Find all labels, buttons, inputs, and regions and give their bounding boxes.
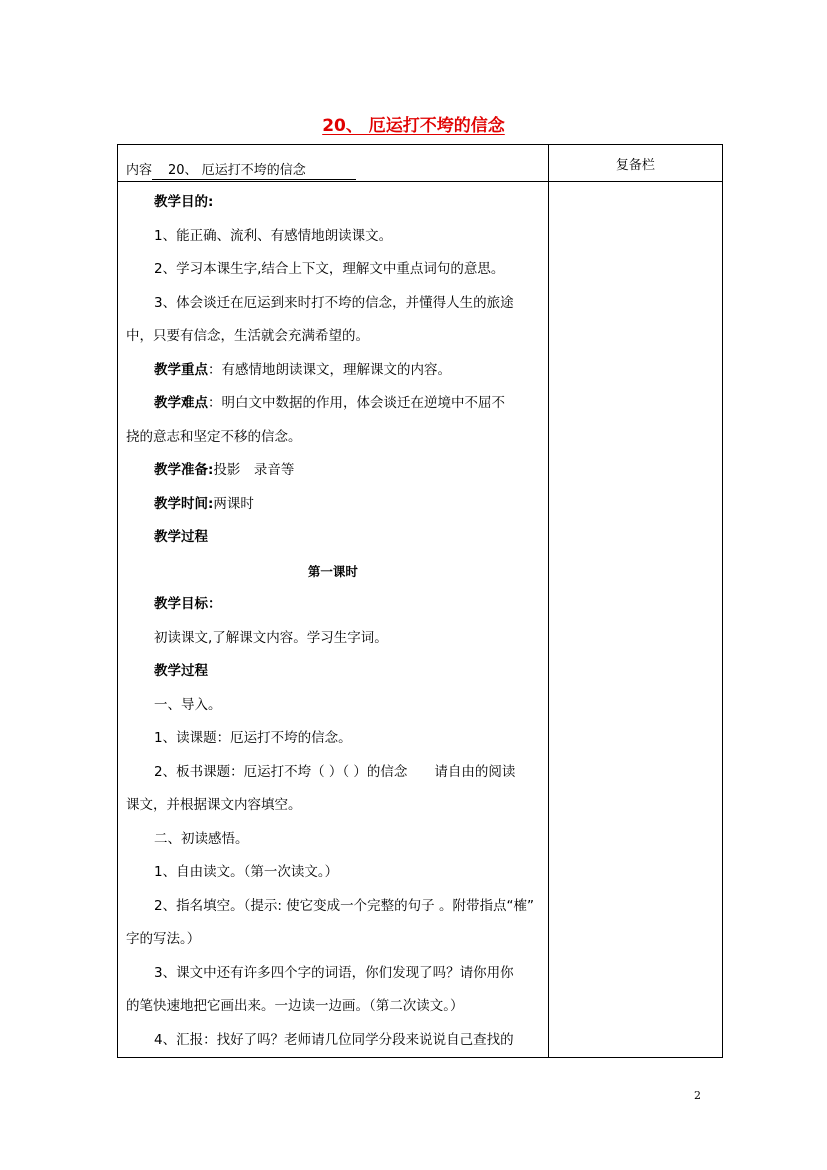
page-number: 2: [694, 1089, 701, 1102]
line-text: 3、体会谈迁在厄运到来时打不垮的信念，并懂得人生的旅途: [154, 294, 514, 311]
line-text: ：明白文中数据的作用，体会谈迁在逆境中不屈不: [208, 395, 505, 411]
line-text: 投影 录音等: [213, 462, 295, 478]
line-text: 字的写法。）: [126, 931, 201, 947]
content-header-cell: [118, 145, 549, 182]
text-line: [126, 890, 540, 924]
line-heading: 教学时间:: [154, 495, 214, 512]
content-value: 20、 厄运打不垮的信念: [152, 163, 356, 180]
lesson-table: [117, 144, 723, 1058]
text-line: [126, 488, 540, 522]
line-text: 3、课文中还有许多四个字的词语，你们发现了吗？请你用你: [154, 964, 514, 981]
line-text: 初读课文,了解课文内容。学习生字词。: [154, 629, 388, 646]
line-text: 课文，并根据课文内容填空。: [126, 797, 302, 813]
line-text: 中，只要有信念，生活就会充满希望的。: [126, 328, 369, 344]
line-text: 的笔快速地把它画出来。一边读一边画。（第二次读文。）: [126, 998, 464, 1014]
title-text: 20、 厄运打不垮的信念: [322, 116, 505, 136]
text-line: [126, 253, 540, 287]
line-heading: 教学重点: [154, 361, 208, 378]
text-line: [126, 1024, 540, 1058]
notes-header-cell: [548, 145, 722, 182]
text-line: [126, 722, 540, 756]
line-heading: 教学过程: [154, 663, 208, 679]
lesson-body-cell: [118, 182, 549, 1058]
line-text: 两课时: [213, 495, 254, 512]
line-heading: 教学目标：: [154, 596, 222, 612]
line-text: 2、指名填空。（提示: 使它变成一个完整的句子 。附带指点“榷”: [154, 897, 534, 914]
line-text: 2、板书课题：厄运打不垮（ ）（ ）的信念 请自由的阅读: [154, 763, 516, 780]
line-heading: 第一课时: [307, 563, 358, 579]
text-line: [126, 789, 540, 823]
line-heading: 教学准备:: [154, 462, 214, 478]
line-heading: 教学目的:: [154, 194, 214, 210]
content-label: 内容: [126, 163, 153, 178]
line-text: 1、能正确、流利、有感情地朗读课文。: [154, 227, 393, 244]
text-line: [126, 220, 540, 254]
line-text: 一、导入。: [154, 696, 222, 713]
notes-label: 复备栏: [615, 158, 655, 173]
text-line: [126, 957, 540, 991]
line-text: 1、读课题：厄运打不垮的信念。: [154, 730, 352, 746]
text-line: [126, 354, 540, 388]
line-text: 二、初读感悟。: [154, 830, 249, 847]
text-line: [126, 186, 540, 220]
text-line: [126, 823, 540, 857]
notes-body-cell: [548, 182, 722, 1058]
line-text: 2、学习本课生字,结合上下文，理解文中重点词句的意思。: [154, 261, 505, 277]
line-text: 1、自由读文。（第一次读文。）: [154, 864, 339, 880]
text-line: [126, 521, 540, 555]
text-line: [126, 622, 540, 656]
text-line: [126, 756, 540, 790]
text-line: [126, 923, 540, 957]
line-text: 挠的意志和坚定不移的信念。: [126, 428, 302, 445]
line-text: ：有感情地朗读课文，理解课文的内容。: [208, 361, 451, 378]
document-title: [0, 111, 827, 136]
text-line: [126, 588, 540, 622]
lesson-text: [118, 182, 548, 1057]
text-line: [126, 421, 540, 455]
line-heading: 教学难点: [154, 395, 208, 411]
text-line: [126, 990, 540, 1024]
text-line: [126, 856, 540, 890]
text-line: [126, 387, 540, 421]
text-line: [126, 555, 540, 589]
text-line: [126, 689, 540, 723]
line-text: 4、汇报：找好了吗？老师请几位同学分段来说说自己查找的: [154, 1031, 514, 1048]
table-header-row: [118, 145, 723, 182]
text-line: [126, 655, 540, 689]
text-line: [126, 320, 540, 354]
text-line: [126, 454, 540, 488]
text-line: [126, 287, 540, 321]
line-heading: 教学过程: [154, 529, 208, 545]
table-body-row: [118, 182, 723, 1058]
